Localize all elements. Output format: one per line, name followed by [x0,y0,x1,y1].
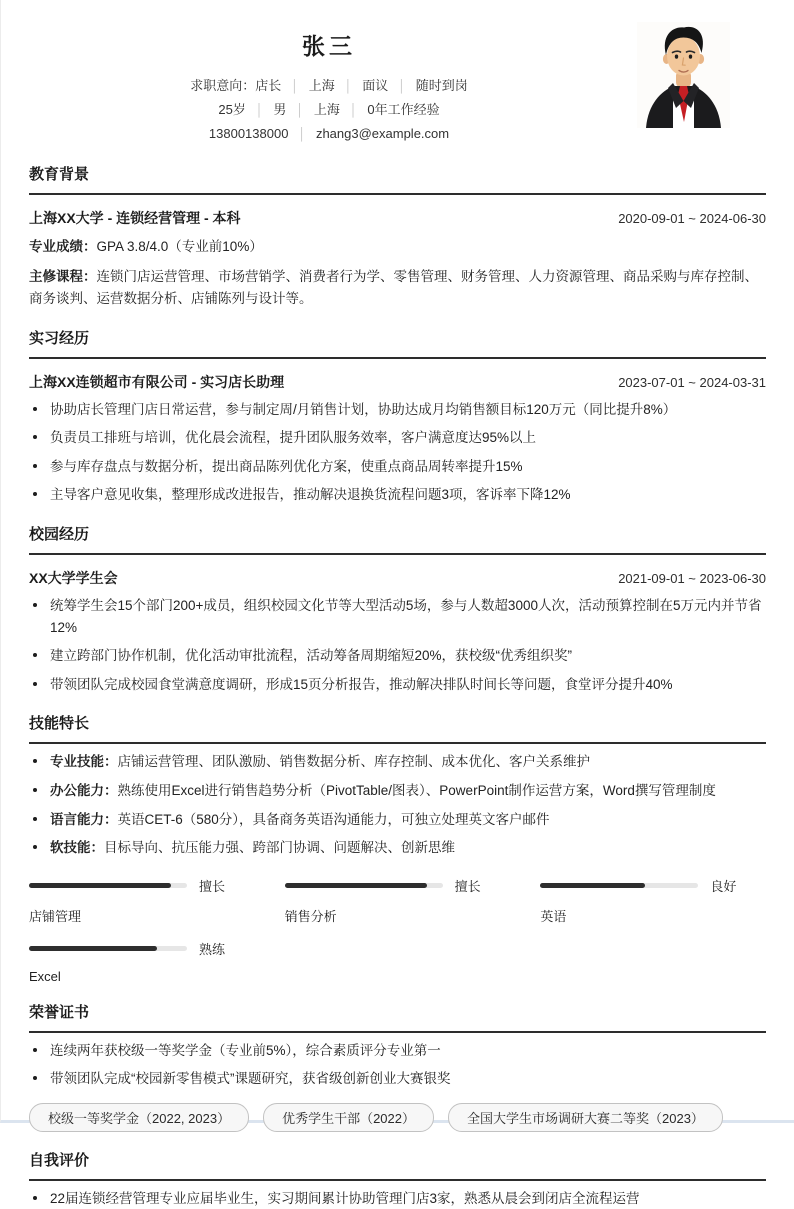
education-courses-row [29,266,766,310]
bar-fill [540,883,644,888]
separator: │ [344,79,353,93]
list-item [29,837,766,859]
job-intention-line [29,74,629,98]
list-item: 连续两年获校级一等奖学金（专业前5%），综合素质评分专业第一 [29,1040,766,1062]
gender: 男 [273,102,287,117]
section-honors [29,1001,766,1132]
personal-info-line [29,98,629,122]
skill-text: 英语CET-6（580分），具备商务英语沟通能力，可独立处理英文客户邮件 [117,811,550,827]
bar-row [285,876,511,895]
list-item [29,809,766,831]
bar-skill-name: 销售分析 [284,908,337,924]
section-title-internship: 实习经历 [29,327,766,359]
section-skills [29,712,766,983]
honor-tag-cadre: 优秀学生干部（2022） [263,1103,434,1132]
bar-level-label: 擅长 [454,878,481,894]
list-item: 带领团队完成“校园新零售模式”课题研究，获省级创新创业大赛银奖 [29,1068,766,1090]
salary-expectation: 面议 [362,78,389,93]
honor-tags [29,1103,766,1132]
separator: │ [291,79,299,93]
section-title-self-evaluation: 自我评价 [29,1149,766,1181]
bar-level-label: 良好 [710,878,737,894]
courses-value: 连锁门店运营管理、市场营销学、消费者行为学、零售管理、财务管理、人力资源管理、商品采购与库存控制、商务谈判、运营数据分析、店铺陈列与设计等。 [29,268,758,306]
section-self-evaluation [29,1149,766,1209]
bar-skill-name: Excel [29,968,61,984]
campus-organization: XX大学学生会 [29,569,118,586]
skill-text: 熟练使用Excel进行销售趋势分析（PivotTable/图表）、PowerPoint制作运营方案，Word撰写管理制度 [117,782,716,798]
bar-skill-name: 英语 [540,908,567,924]
skill-bar-excel [29,939,255,984]
education-item-head [29,208,766,228]
list-item: 带领团队完成校园食堂满意度调研，形成15页分析报告，推动解决排队时间长等问题，食堂评分提升40% [29,674,766,696]
resume-header [29,20,766,146]
list-item: 建立跨部门协作机制，优化活动审批流程，活动筹备周期缩短20%，获校级“优秀组织奖” [29,645,766,667]
bar-fill [29,883,171,888]
bar-track [29,883,187,888]
courses-label: 主修课程： [29,268,97,284]
campus-date-range: 2021-09-01 ~ 2023-06-30 [618,570,766,586]
portrait-photo [637,22,730,128]
work-experience: 0年工作经验 [367,102,440,117]
campus-item-head [29,568,766,588]
gpa-label: 专业成绩： [29,239,97,254]
internship-company-role: 上海XX连锁超市有限公司 - 实习店长助理 [29,373,285,390]
education-school-major: 上海XX大学 - 连锁经营管理 - 本科 [29,210,241,226]
bar-level-label: 擅长 [199,878,226,894]
list-item: 22届连锁经营管理专业应届毕业生，实习期间累计协助管理门店3家，熟悉从晨会到闭店全流程运营 [29,1188,766,1209]
portrait-illustration [637,22,730,128]
location: 上海 [313,102,340,117]
bar-level-label: 熟练 [199,941,226,957]
separator: │ [296,103,304,117]
bar-row [29,876,255,895]
separator: │ [398,79,406,93]
list-item: 统筹学生会15个部门200+成员，组织校园文化节等大型活动5场，参与人数超3000人次，活动预算控制在5万元内并节省12% [29,595,766,638]
list-item [29,751,766,773]
skill-bar-store-management [29,876,255,925]
job-intention: 求职意向：店长 [190,78,282,93]
internship-bullet-list [29,399,766,506]
list-item [29,780,766,802]
education-date-range: 2020-09-01 ~ 2024-06-30 [618,211,766,226]
honors-bullet-list [29,1040,766,1090]
skill-label: 语言能力： [50,811,118,827]
bar-row [29,939,255,958]
section-title-campus: 校园经历 [29,523,766,555]
section-education [29,163,766,310]
bar-track [29,946,187,951]
skill-bar-sales-analysis [285,876,511,925]
bar-row [540,876,766,895]
list-item: 负责员工排班与培训，优化晨会流程，提升团队服务效率，客户满意度达95%以上 [29,427,766,449]
list-item: 主导客户意见收集，整理形成改进报告，推动解决退换货流程问题3项，客诉率下降12% [29,484,766,506]
skill-bar-english [540,876,766,925]
skill-bars-grid [29,876,766,984]
contact-line [29,122,629,146]
bar-skill-name: 店铺管理 [29,908,82,924]
separator: │ [349,103,358,117]
campus-bullet-list [29,595,766,695]
list-item: 协助店长管理门店日常运营，参与制定周/月销售计划，协助达成月均销售额目标120万元（同比提升8%） [29,399,766,421]
bar-track [540,883,698,888]
bar-fill [29,946,157,951]
section-title-education: 教育背景 [29,163,766,195]
section-title-skills: 技能特长 [29,712,766,744]
skill-label: 专业技能： [50,754,118,770]
self-evaluation-bullet-list [29,1188,766,1209]
gpa-value: GPA 3.8/4.0（专业前10%） [96,239,263,254]
bar-track [285,883,443,888]
skill-text: 目标导向、抗压能力强、跨部门协调、问题解决、创新思维 [104,840,455,856]
internship-date-range: 2023-07-01 ~ 2024-03-31 [618,374,766,390]
honor-tag-scholarship: 校级一等奖学金（2022, 2023） [29,1103,249,1132]
section-campus [29,523,766,695]
bar-fill [285,883,427,888]
education-gpa-row [29,236,766,258]
age: 25岁 [218,102,246,117]
honor-tag-competition: 全国大学生市场调研大赛二等奖（2023） [448,1103,723,1132]
header-text-block [29,20,629,146]
phone-number: 13800138000 [208,126,289,141]
section-title-honors: 荣誉证书 [29,1001,766,1033]
skill-label: 办公能力： [50,782,118,798]
separator: │ [298,127,306,141]
email-address: zhang3@example.com [315,126,450,141]
skills-bullet-list [29,751,766,858]
separator: │ [255,103,264,117]
candidate-name: 张三 [302,33,356,59]
list-item: 参与库存盘点与数据分析，提出商品陈列优化方案，使重点商品周转率提升15% [29,456,766,478]
internship-item-head [29,372,766,392]
job-city: 上海 [308,78,335,93]
section-internship [29,327,766,506]
availability: 随时到岗 [415,78,468,93]
skill-label: 软技能： [50,840,104,856]
skill-text: 店铺运营管理、团队激励、销售数据分析、库存控制、成本优化、客户关系维护 [117,754,590,770]
